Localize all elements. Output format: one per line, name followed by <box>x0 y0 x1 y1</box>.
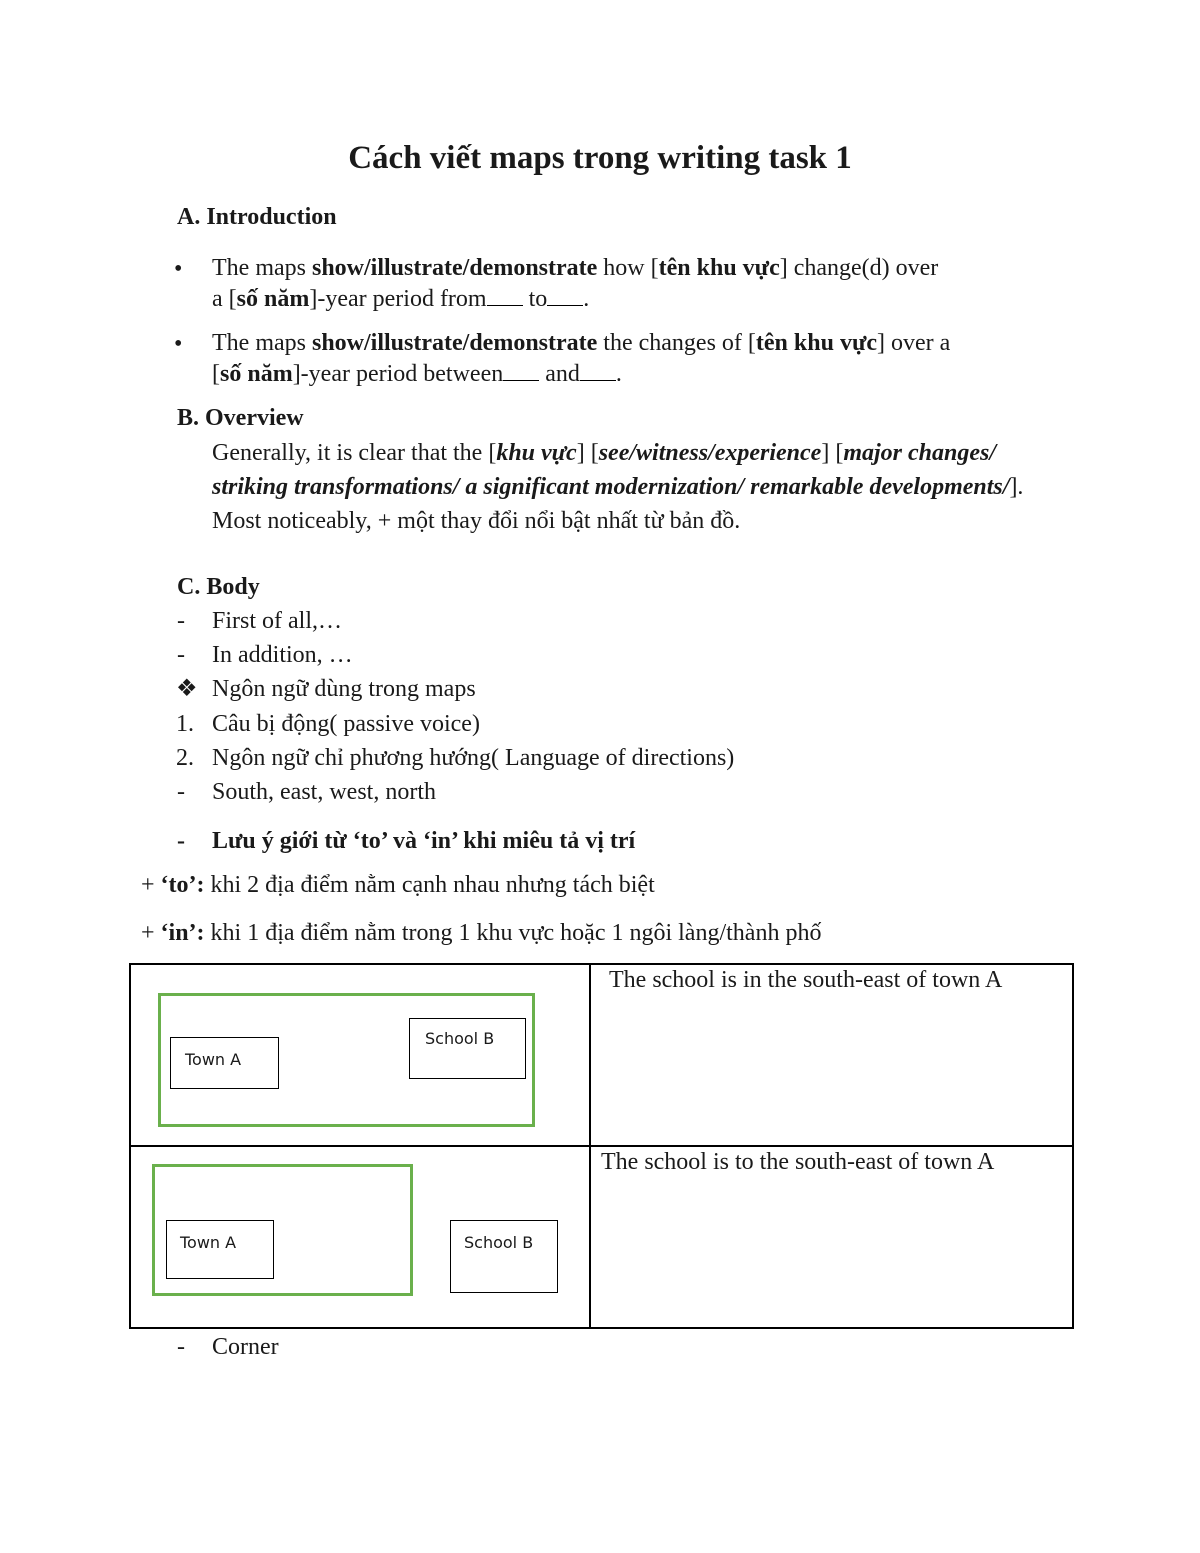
dash-marker: - <box>177 1334 185 1360</box>
in-usage-line: + ‘in’: khi 1 địa điểm nằm trong 1 khu vực hoặc 1 ngôi làng/thành phố <box>141 920 822 946</box>
numbered-item-2: Ngôn ngữ chỉ phương hướng( Language of directions) <box>212 745 735 771</box>
table-row <box>130 1146 1073 1328</box>
body-item-2: In addition, … <box>212 642 353 668</box>
directions-text: South, east, west, north <box>212 779 436 805</box>
town-a-box: Town A <box>170 1037 279 1089</box>
page-title: Cách viết maps trong writing task 1 <box>348 140 852 176</box>
dash-marker: - <box>177 642 185 668</box>
numbered-item-1: Câu bị động( passive voice) <box>212 711 480 737</box>
body-heading: C. Body <box>177 574 260 600</box>
table-row <box>130 964 1073 1146</box>
map-diagram-to <box>130 1146 590 1328</box>
intro-bullet-2-line-2: [số năm]-year period between and . <box>212 361 622 387</box>
bullet-icon: • <box>174 256 183 282</box>
intro-bullet-1-line-1: The maps show/illustrate/demonstrate how [tên khu vực] change(d) over <box>212 255 939 281</box>
overview-heading: B. Overview <box>177 405 304 431</box>
dash-marker: - <box>177 779 185 805</box>
body-item-1: First of all,… <box>212 608 342 634</box>
table-cell <box>590 1146 1073 1328</box>
school-b-box: School B <box>450 1220 558 1293</box>
town-a-box: Town A <box>166 1220 274 1279</box>
corner-item: Corner <box>212 1334 279 1360</box>
to-usage-line: + ‘to’: khi 2 địa điểm nằm cạnh nhau nhưng tách biệt <box>141 872 655 898</box>
intro-bullet-1-line-2: a [số năm]-year period from to . <box>212 286 590 312</box>
bullet-icon: • <box>174 331 183 357</box>
dash-marker: - <box>177 608 185 634</box>
to-example-sentence: The school is to the south-east of town A <box>601 1149 995 1175</box>
preposition-note: Lưu ý giới từ ‘to’ và ‘in’ khi miêu tả vị trí <box>212 828 636 854</box>
diamond-bullet-icon: ❖ <box>176 676 198 702</box>
number-marker: 2. <box>176 745 194 771</box>
school-b-box: School B <box>409 1018 526 1079</box>
introduction-heading: A. Introduction <box>177 204 337 230</box>
dash-marker: - <box>177 828 185 854</box>
language-heading: Ngôn ngữ dùng trong maps <box>212 676 476 702</box>
maps-example-table <box>129 963 1074 1329</box>
intro-bullet-2-line-1: The maps show/illustrate/demonstrate the changes of [tên khu vực] over a <box>212 330 951 356</box>
overview-paragraph: Generally, it is clear that the [khu vực] [see/witness/experience] [major changes/ striking transformations/ a significant modernization/ remarkable developments/]. Most noticeably, + một thay đổi nổi bật nhất từ bản đồ. <box>212 440 1024 534</box>
number-marker: 1. <box>176 711 194 737</box>
in-example-sentence: The school is in the south-east of town A <box>609 967 1003 993</box>
map-diagram-in <box>130 964 590 1146</box>
table-cell <box>590 964 1073 1146</box>
